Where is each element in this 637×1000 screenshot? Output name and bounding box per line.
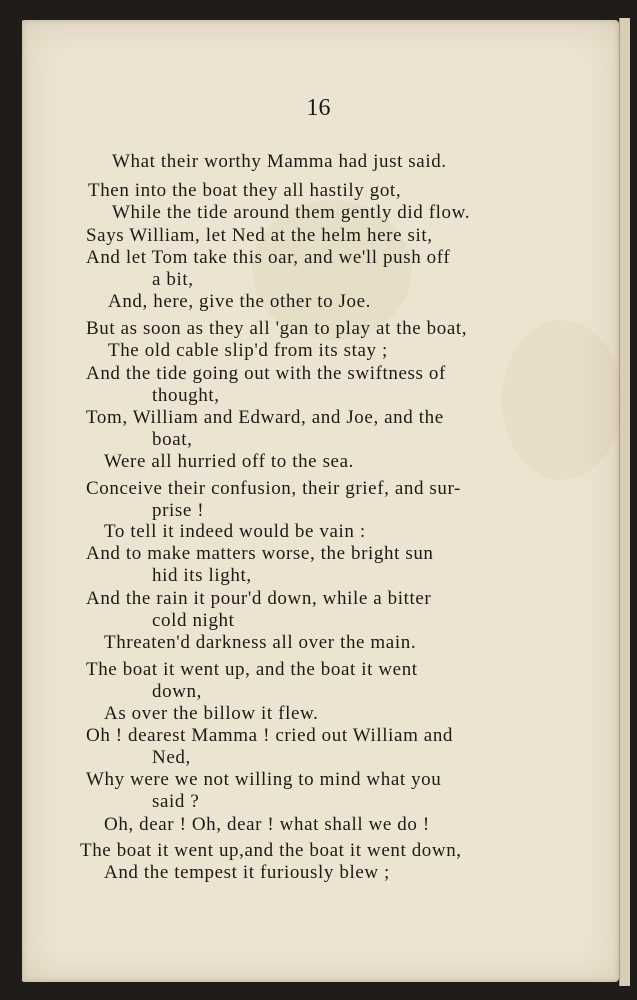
poem-line: down,: [152, 681, 202, 702]
poem-line: And let Tom take this oar, and we'll push off: [86, 247, 451, 268]
poem-line: Tom, William and Edward, and Joe, and the: [86, 407, 444, 428]
poem-line: cold night: [152, 610, 235, 631]
poem-line: Oh, dear ! Oh, dear ! what shall we do !: [104, 814, 430, 835]
poem-line: said ?: [152, 791, 200, 812]
page-number: 16: [306, 95, 331, 121]
poem-line: And, here, give the other to Joe.: [108, 291, 372, 312]
poem-line: And to make matters worse, the bright sun: [86, 543, 434, 564]
poem-line: As over the billow it flew.: [104, 703, 319, 724]
poem-line: boat,: [152, 429, 193, 450]
poem-line: But as soon as they all 'gan to play at the boat,: [86, 318, 468, 339]
poem-line: And the rain it pour'd down, while a bitter: [86, 588, 432, 609]
paper-stain: [502, 320, 622, 480]
poem-line: While the tide around them gently did flow.: [112, 202, 471, 223]
poem-line: Conceive their confusion, their grief, and sur-: [86, 478, 461, 499]
poem-line: And the tide going out with the swiftness of: [86, 363, 446, 384]
poem-line: thought,: [152, 385, 220, 406]
poem-line: Threaten'd darkness all over the main.: [104, 632, 417, 653]
poem-line: To tell it indeed would be vain :: [104, 521, 366, 542]
poem-line: What their worthy Mamma had just said.: [112, 151, 447, 172]
poem-line: prise !: [152, 500, 205, 521]
poem-line: hid its light,: [152, 565, 252, 586]
poem-line: a bit,: [152, 269, 194, 290]
poem-line: The old cable slip'd from its stay ;: [108, 340, 388, 361]
poem-line: The boat it went up,and the boat it went down,: [80, 840, 462, 861]
poem-line: Why were we not willing to mind what you: [86, 769, 442, 790]
poem-line: Were all hurried off to the sea.: [104, 451, 354, 472]
poem-line: Oh ! dearest Mamma ! cried out William and: [86, 725, 454, 746]
poem-line: Says William, let Ned at the helm here sit,: [86, 225, 433, 246]
poem-line: And the tempest it furiously blew ;: [104, 862, 390, 883]
poem-line: The boat it went up, and the boat it went: [86, 659, 418, 680]
poem-line: Then into the boat they all hastily got,: [88, 180, 402, 201]
poem-line: Ned,: [152, 747, 191, 768]
next-page-edge: [619, 18, 630, 986]
